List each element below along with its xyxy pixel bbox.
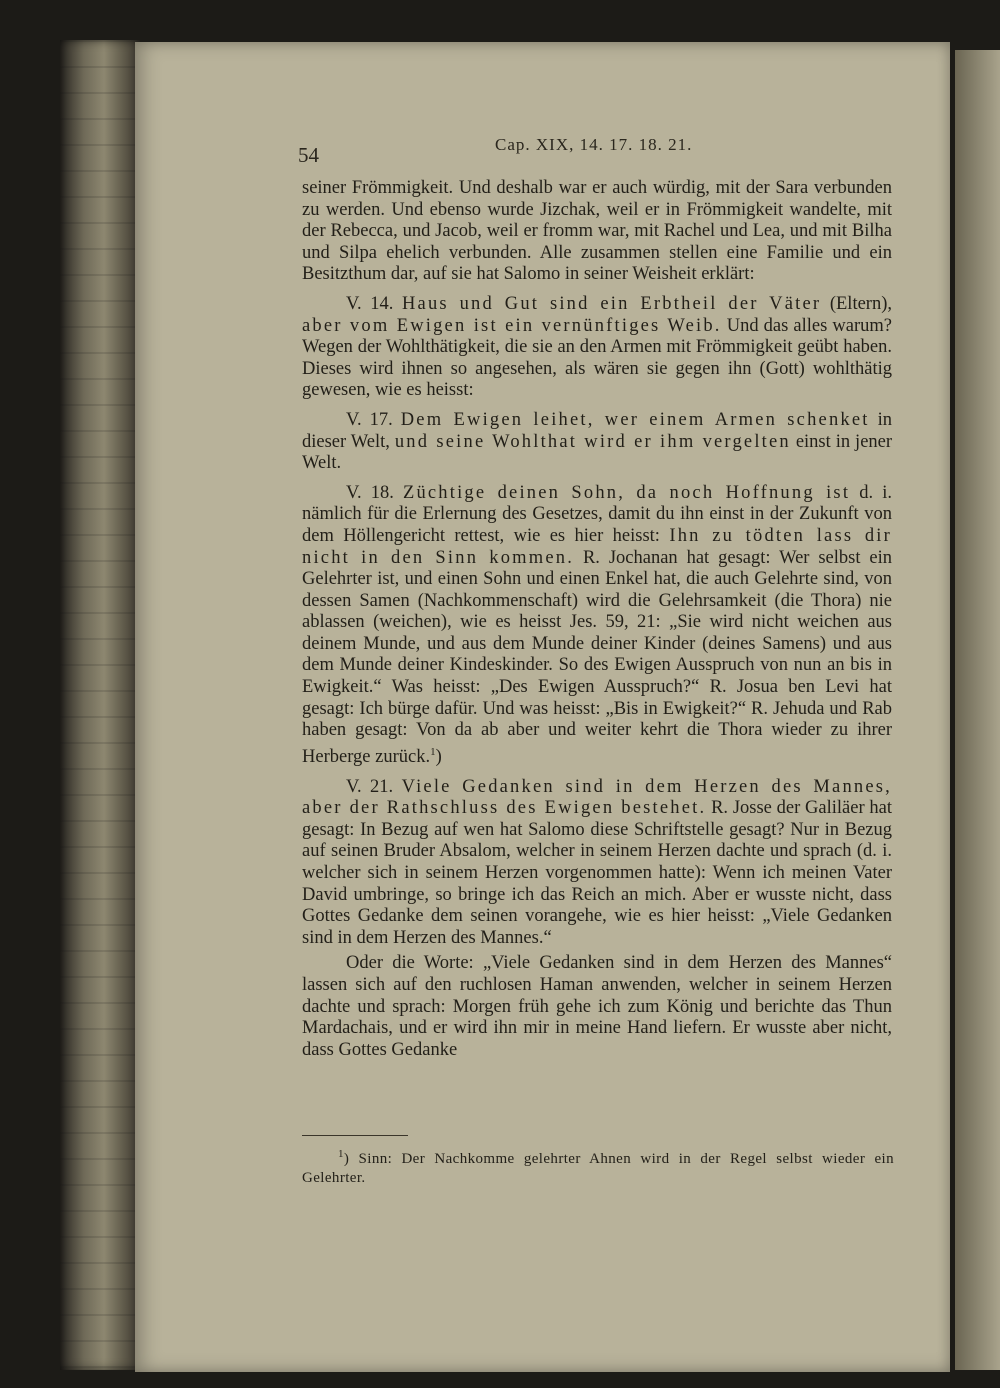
verse-quote: und seine Wohlthat wird er ihm vergelten xyxy=(394,431,791,452)
verse-quote: Ihn zu tödten lass dir nicht in den Sinn kommen. xyxy=(302,525,892,568)
footnote-reference[interactable]: 1 xyxy=(430,745,436,758)
body-text xyxy=(302,178,892,1069)
verse-label: V. 14. xyxy=(346,293,394,314)
book-page-edges xyxy=(60,40,140,1370)
verse-commentary: einst in jener Welt. xyxy=(302,431,893,474)
footnote xyxy=(302,1145,894,1188)
verse-21 xyxy=(302,777,892,950)
verse-quote: Dem Ewigen leihet, wer einem Armen schenket xyxy=(400,409,870,430)
verse-commentary: R. Jochanan hat gesagt: Wer selbst ein Gelehrter ist, und einen Sohn und einen Enkel hat, die auch Gelehrte sind, von dessen Samen (Nachkommenschaft) wird die Gelehrsamkeit (die Thora) nie ablassen (weichen), wie es heisst Jes. 59, 21: „Sie wird nicht weichen aus deinem Munde, und aus dem Munde deiner Kinder (deines Samens) und aus dem Munde deiner Kindeskinder. So des Ewigen Ausspruch von nun an bis in Ewigkeit.“ Was heisst: „Des Ewigen Ausspruch?“ R. Josua ben Levi hat gesagt: Ich bürge dafür. Und was heisst: „Bis in Ewigkeit?“ R. Jehuda und Rab haben gesagt: Von da ab aber und weiter kehrt die Thora wieder zu ihrer Herberge zurück. xyxy=(302,547,893,767)
verse-17 xyxy=(302,410,892,475)
verse-quote: aber vom Ewigen ist ein vernünftiges Weib. xyxy=(302,315,722,336)
verse-gloss: (Eltern), xyxy=(829,293,892,314)
facing-page-edge xyxy=(955,50,1000,1370)
verse-label: V. 21. xyxy=(346,776,394,797)
verse-quote: Züchtige deinen Sohn, da noch Hoffnung ist xyxy=(402,482,851,503)
page-number: 54 xyxy=(298,143,319,167)
verse-gloss: in dieser Welt, xyxy=(302,409,892,452)
verse-quote: Viele Gedanken sind in dem Herzen des Mannes, aber der Rathschluss des Ewigen bestehet. xyxy=(302,776,892,819)
verse-commentary: Und das alles warum? Wegen der Wohlthätigkeit, die sie an den Armen mit Frömmigkeit geübt haben. Dieses wird ihnen so angesehen, als wären sie gegen ihn (Gott) wohlthätig gewesen, wie es heisst: xyxy=(302,315,893,401)
verse-18: V. 18. Züchtige deinen Sohn, da noch Hoffnung ist d. i. nämlich für die Erlernung des Gesetzes, damit du ihn einst in der Zukunft von dem Höllengericht rettest, wie es hier heisst: Ihn zu tödten lass dir nicht in den Sinn kommen. R. Jochanan hat gesagt: Wer selbst ein Gelehrter ist, und einen Sohn und einen Enkel hat, die auch Gelehrte sind, von dessen Samen (Nachkommenschaft) wird die Gelehrsamkeit (die Thora) nie ablassen (weichen), wie es heisst Jes. 59, 21: „Sie wird nicht weichen aus deinem Munde, und aus dem Munde deiner Kinder (deines Samens) und aus dem Munde deiner Kindeskinder. So des Ewigen Ausspruch von nun an bis in Ewigkeit.“ Was heisst: „Des Ewigen Ausspruch?“ R. Josua ben Levi hat gesagt: Ich bürge dafür. Und was heisst: „Bis in Ewigkeit?“ R. Jehuda und Rab haben gesagt: Von da ab aber und weiter kehrt die Thora wieder zu ihrer Herberge zurück.$^1$) xyxy=(302,482,893,767)
verse-commentary: R. Josse der Galiläer hat gesagt: In Bezug auf wen hat Salomo diese Schriftstelle gesagt? Nur in Bezug auf seinen Bruder Absalom, welcher in seinem Herzen dachte und sprach (d. i. welcher sich in seinem Herzen vorgenommen hatte): Wenn ich meinen Vater David umbringe, so bringe ich das Reich an mich. Aber er wusste nicht, dass Gottes Gedanke dem seinen vorangehe, wie es hier heisst: „Viele Gedanken sind in dem Herzen des Mannes.“ xyxy=(302,798,892,948)
verse-label: V. 17. xyxy=(346,409,393,430)
verse-quote: Haus und Gut sind ein Erbtheil der Väter xyxy=(401,293,822,314)
verse-label: V. 18. xyxy=(346,482,394,503)
paragraph-intro: seiner Frömmigkeit. Und deshalb war er auch würdig, mit der Sara verbunden zu werden. Und ebenso wurde Jizchak, weil er in Frömmigkeit wandelte, mit der Rebecca, und Jacob, weil er fromm war, mit Rachel und Lea, und mit Bilha und Silpa ehelich verbunden. Alle zusammen stellen eine Familie und ein Besitzthum dar, auf sie hat Salomo in seiner Weisheit erklärt: xyxy=(302,178,892,285)
footnote-mark: 1 xyxy=(338,1148,344,1160)
running-head: Cap. XIX, 14. 17. 18. 21. xyxy=(495,135,693,154)
footnote-divider xyxy=(302,1135,408,1136)
verse-14 xyxy=(302,294,892,402)
verse-gloss: d. i. nämlich für die Erlernung des Gesetzes, damit du ihn einst in der Zukunft von dem Höllengericht rettest, wie es hier heisst: xyxy=(302,482,893,546)
paragraph-haman: Oder die Worte: „Viele Gedanken sind in dem Herzen des Mannes“ lassen sich auf den ruchlosen Haman anwenden, welcher in seinem Herzen dachte und sprach: Morgen früh gehe ich zum König und berichte das Thun Mardachais, und er wird ihn mir in meine Hand liefern. Er wusste aber nicht, dass Gottes Gedanke xyxy=(302,953,892,1060)
footnote-text: ) Sinn: Der Nachkomme gelehrter Ahnen wird in der Regel selbst wieder ein Gelehrter. xyxy=(302,1151,894,1186)
